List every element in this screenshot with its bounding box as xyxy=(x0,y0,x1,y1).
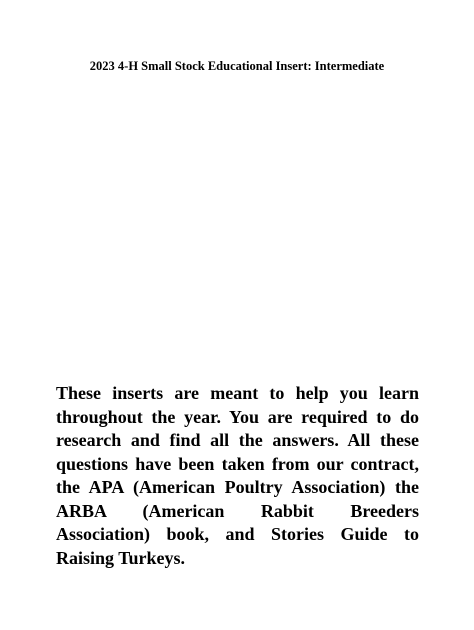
page-title: 2023 4-H Small Stock Educational Insert: Intermediate xyxy=(89,59,385,73)
intro-paragraph: These inserts are meant to help you learn throughout the year. You are required to do research and find all the answers. All these questions have been taken from our contract, the APA (American Poultry Association) the ARBA (American Rabbit Breeders Association) book, and Stories Guide to Raising Turkeys. xyxy=(56,383,419,568)
